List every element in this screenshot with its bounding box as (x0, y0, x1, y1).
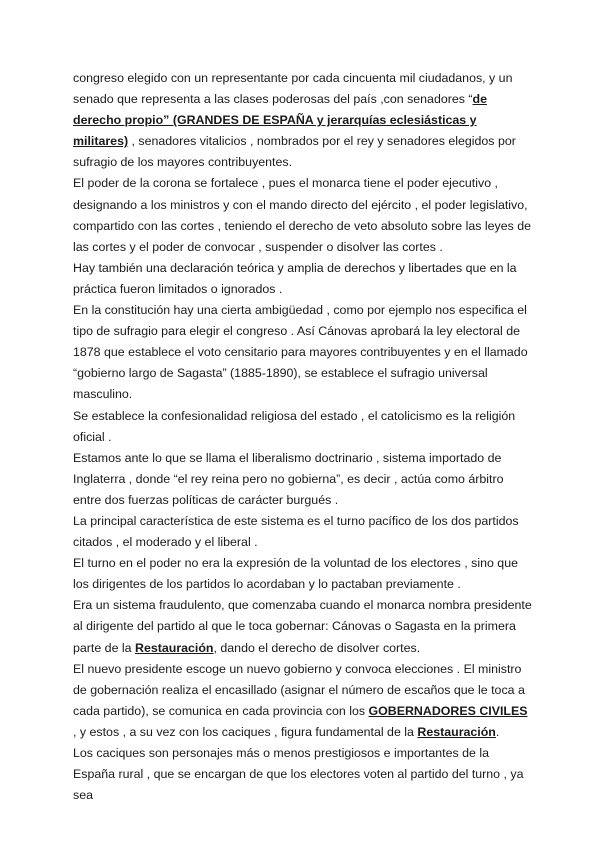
emphasis-text: Restauración (417, 724, 496, 739)
paragraph (73, 659, 533, 743)
paragraph (73, 173, 533, 257)
text-run: , y estos , a su vez con los caciques , figura fundamental de la (73, 724, 418, 739)
text-run: La principal característica de este sistema es el turno pacífico de los dos partidos citados , el moderado y el liberal . (73, 513, 519, 550)
text-run: Se establece la confesionalidad religiosa del estado , el catolicismo es la religión oficial . (73, 408, 516, 444)
text-run: En la constitución hay una cierta ambigüedad , como por ejemplo nos especifica el tipo de sufragio para elegir el congreso . Así Cánovas aprobará la ley electoral de 1878 que establece el voto censitario para mayores contribuyentes y en el llamado “gobierno largo de Sagasta” (1885-1890), se establece el sufragio universal masculino. (73, 303, 528, 402)
text-run: congreso elegido con un representante por cada cincuenta mil ciudadanos, y un senado que representa a las clases poderosas del país ,con senadores “ (73, 71, 513, 107)
paragraph (73, 68, 533, 173)
paragraph (73, 300, 533, 405)
text-run: , senadores vitalicios , nombrados por el rey y senadores elegidos por sufragio de los mayores contribuyentes. (73, 134, 516, 170)
body-text (73, 68, 533, 806)
text-run: El nuevo presidente escoge un nuevo gobierno y convoca elecciones . El ministro de gobernación realiza el encasillado (asignar el número de escaños que le toca a cada partido), se comunica en cada provincia con los (73, 661, 525, 718)
paragraph (73, 258, 533, 300)
paragraph (73, 743, 533, 806)
paragraph (73, 511, 533, 553)
text-run: Era un sistema fraudulento, que comenzaba cuando el monarca nombra presidente al dirigente del partido al que le toca gobernar: Cánovas o Sagasta en la primera parte de la (73, 598, 532, 655)
paragraph (73, 406, 533, 448)
text-run: Estamos ante lo que se llama el liberalismo doctrinario , sistema importado de Inglaterra , donde “el rey reina pero no gobierna”, es decir , actúa como árbitro entre dos fuerzas políticas de carácter burgués . (73, 450, 504, 507)
text-run: Los caciques son personajes más o menos prestigiosos e importantes de la España rural , que se encargan de que los electores voten al partido del turno , ya sea (73, 746, 524, 803)
text-run: . (495, 724, 500, 739)
emphasis-text: Restauración (135, 640, 214, 655)
text-run: , dando el derecho de disolver cortes. (213, 640, 421, 655)
text-run: El poder de la corona se fortalece , pues el monarca tiene el poder ejecutivo , designando a los ministros y con el mando directo del ejército , el poder legislativo, compartido con las cortes , teniendo el derecho de veto absoluto sobre las leyes de las cortes y el poder de convocar , suspender o disolver las cortes . (73, 176, 532, 254)
paragraph (73, 448, 533, 511)
paragraph (73, 553, 533, 595)
text-run: Hay también una declaración teórica y amplia de derechos y libertades que en la práctica fueron limitados o ignorados . (73, 260, 517, 296)
text-run: El turno en el poder no era la expresión de la voluntad de los electores , sino que los dirigentes de los partidos lo acordaban y lo pactaban previamente . (73, 556, 518, 592)
emphasis-text: de derecho propio” (GRANDES DE ESPAÑA y jerarquías eclesiásticas y militares) (73, 92, 487, 149)
emphasis-text: GOBERNADORES CIVILES (368, 703, 528, 718)
paragraph (73, 595, 533, 658)
